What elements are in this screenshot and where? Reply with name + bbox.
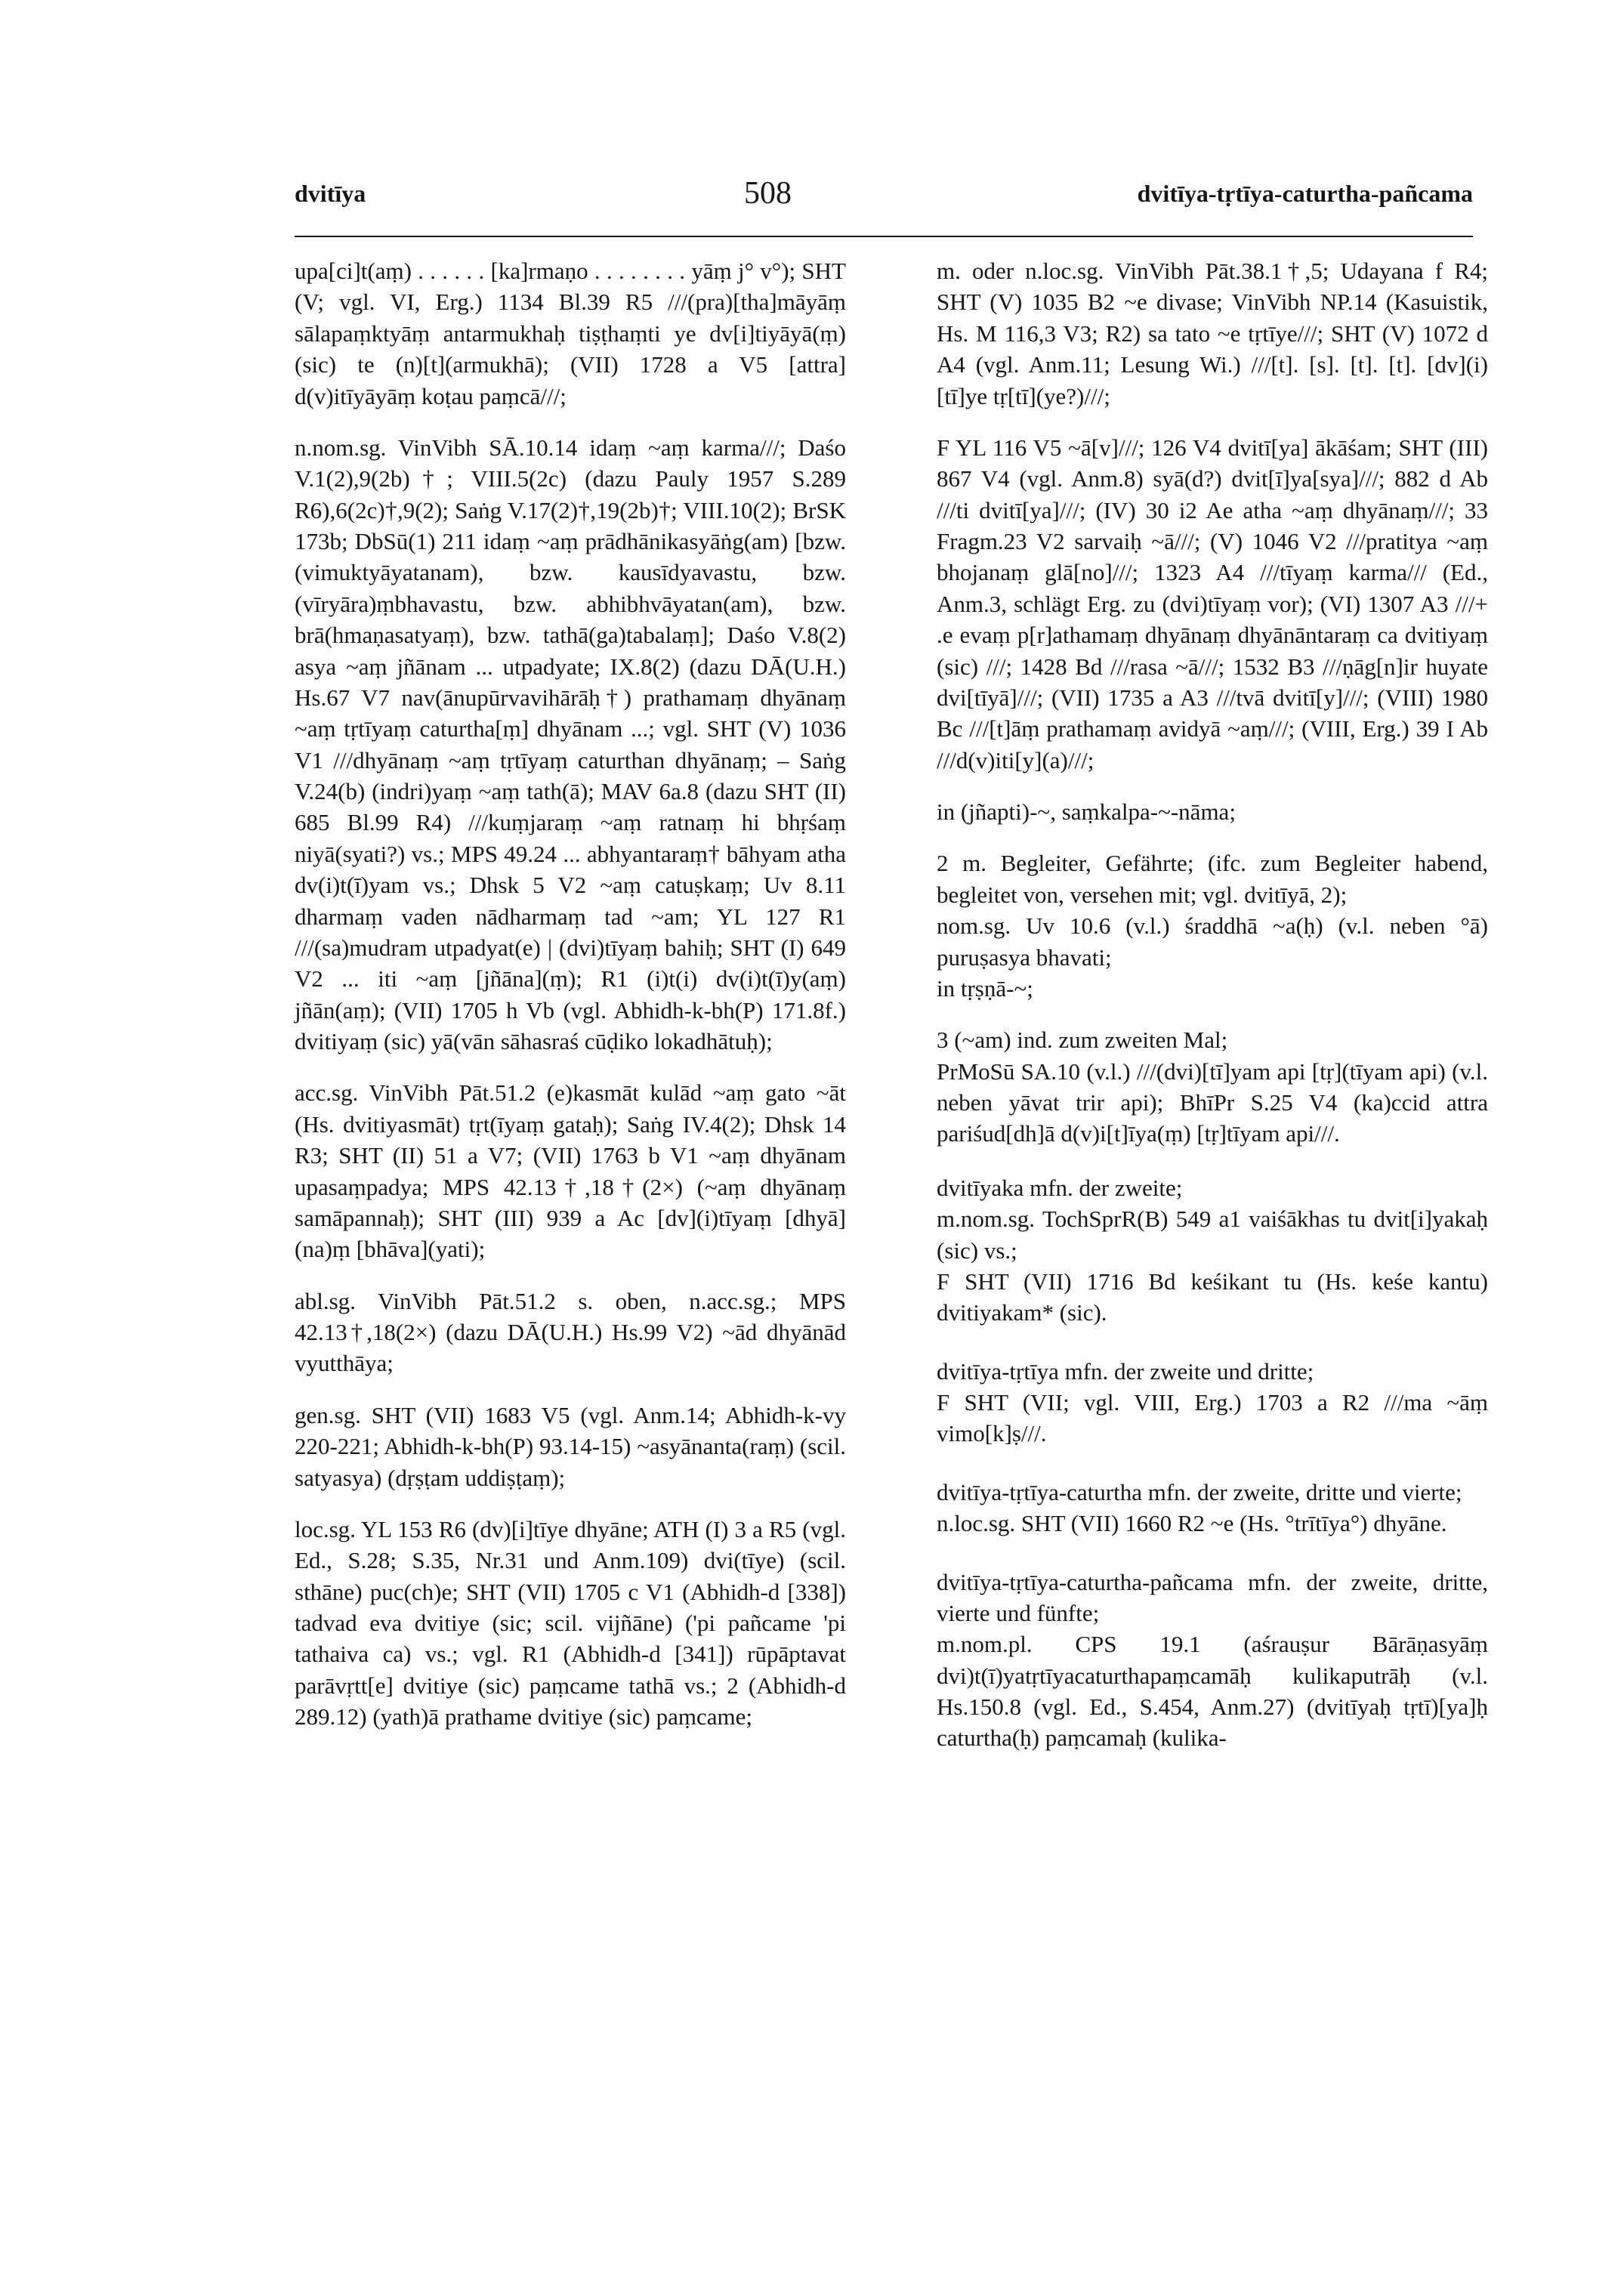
sense-2-definition: 2 m. Begleiter, Gefährte; (ifc. zum Begleiter habend, begleitet von, versehen mit; vgl. dvitīyā, 2); [937, 850, 1488, 908]
left-column [295, 255, 846, 1753]
dvitiya-trtiya-caturtha-loc-sg: n.loc.sg. SHT (VII) 1660 R2 ~e (Hs. °trītīya°) dhyāne. [937, 1510, 1447, 1537]
entry-compounds: in (jñapti)-~, saṃkalpa-~-nāma; [937, 798, 1236, 825]
entry-continuation: upa[ci]t(aṃ) . . . . . . [ka]rmaṇo . . . . . . . . yāṃ j° v°); SHT (V; vgl. VI, Erg.) 1134 Bl.39 R5 ///(pra)[tha]māyāṃ sālapaṃktyāṃ antarmukhaḥ tiṣṭhaṃti ye dv[i]tiyāyā(ṃ) (sic) te (n)[t](armukhā); (VII) 1728 a V5 [attra] d(v)itīyāyāṃ koṭau paṃcā///; [295, 258, 846, 409]
lemma-dvitiya-trtiya-caturtha: dvitīya-tṛtīya-caturtha mfn. der zweite, dritte und vierte; [937, 1478, 1462, 1505]
entry-nom-sg: n.nom.sg. VinVibh SĀ.10.14 idaṃ ~aṃ karma///; Daśo V.1(2),9(2b)†; VIII.5(2c) (dazu Pauly 1957 S.289 R6),6(2c)†,9(2); Saṅg V.17(2)†,19(2b)†; VIII.10(2); BrSK 173b; DbSū(1) 211 idaṃ ~aṃ prādhānikasyāṅg(am) [bzw. (vimuktyāyatanam), bzw. kausīdyavastu, bzw. (vīryāra)ṃbhavastu, bzw. abhibhvāyatan(am), bzw. brā(hmaṇasatyaṃ), bzw. tathā(ga)tabalaṃ]; Daśo V.8(2) asya ~aṃ jñānam ... utpadyate; IX.8(2) (dazu DĀ(U.H.) Hs.67 V7 nav(ānupūrvavihārāḥ†) prathamaṃ dhyānaṃ ~aṃ tṛtīyaṃ caturtha[ṃ] dhyānam ...; vgl. SHT (V) 1036 V1 ///dhyānaṃ ~aṃ tṛtīyaṃ caturthan dhyānaṃ; – Saṅg V.24(b) (indri)yaṃ ~aṃ tath(ā); MAV 6a.8 (dazu SHT (II) 685 Bl.99 R4) ///kuṃjaraṃ ~aṃ ratnaṃ hi bhṛśaṃ niyā(syati?) vs.; MPS 49.24 ... abhyantaraṃ† bāhyam atha dv(i)t(ī)yam vs.; Dhsk 5 V2 ~aṃ catuṣkaṃ; Uv 8.11 dharmaṃ vaden nādharmaṃ tad ~am; YL 127 R1 ///(sa)mudram utpadyat(e) | (dvi)tīyaṃ bahiḥ; SHT (I) 649 V2 ... iti ~aṃ [jñāna](ṃ); R1 (i)t(i) dv(i)t(ī)y(aṃ) jñān(aṃ); (VII) 1705 h Vb (vgl. Abhidh-k-bh(P) 171.8f.) dvitiyaṃ (sic) yā(vān sāhasraś cūḍiko lokadhātuḥ); [295, 434, 846, 1054]
running-header [295, 176, 1473, 225]
entry-gen-sg: gen.sg. SHT (VII) 1683 V5 (vgl. Anm.14; Abhidh-k-vy 220-221; Abhidh-k-bh(P) 93.14-15) ~asyānanta(raṃ) (scil. satyasya) (dṛṣṭam uddiṣṭaṃ); [295, 1401, 846, 1491]
dvitiya-trtiya-fragment: F SHT (VII; vgl. VIII, Erg.) 1703 a R2 ///ma ~āṃ vimo[k]ṣ///. [937, 1389, 1488, 1447]
entry-fragments: F YL 116 V5 ~ā[v]///; 126 V4 dvitī[ya] ākāśam; SHT (III) 867 V4 (vgl. Anm.8) syā(d?) dvit[ī]ya[sya]///; 882 d Ab ///ti dvitī[ya]///; (IV) 30 i2 Ae atha ~aṃ dhyānaṃ///; 33 Fragm.23 V2 sarvaiḥ ~ā///; (V) 1046 V2 ///pratitya ~aṃ bhojanaṃ glā[no]///; 1323 A4 ///tīyaṃ karma/// (Ed., Anm.3, schlägt Erg. zu (dvi)tīyaṃ vor); (VI) 1307 A3 ///+ .e evaṃ p[r]athamaṃ dhyānaṃ dhyānāntaraṃ ca dvitiyaṃ (sic) ///; 1428 Bd ///rasa ~ā///; 1532 B3 ///ṇāg[n]ir huyate dvi[tīyā]///; (VII) 1735 a A3 ///tvā dvitī[y]///; (VIII) 1980 Bc ///[t]āṃ prathamaṃ avidyā ~aṃ///; (VIII, Erg.) 39 I Ab ///d(v)iti[y](a)///; [937, 434, 1488, 773]
lemma-dvitiya-trtiya: dvitīya-tṛtīya mfn. der zweite und dritte; [937, 1357, 1314, 1385]
right-column [937, 255, 1488, 1754]
header-rule [295, 236, 1473, 237]
dvitiyaka-nom-sg: m.nom.sg. TochSprR(B) 549 a1 vaiśākhas tu dvit[i]yakaḥ (sic) vs.; [937, 1206, 1488, 1264]
sense-2-compounds: in tṛṣṇā-~; [937, 974, 1033, 1002]
lemma-dvitiyaka: dvitīyaka mfn. der zweite; [937, 1174, 1183, 1201]
sense-2-nom-sg: nom.sg. Uv 10.6 (v.l.) śraddhā ~a(ḥ) (v.l. neben °ā) puruṣasya bhavati; [937, 912, 1488, 971]
lemma-dvitiya-trtiya-caturtha-pancama: dvitīya-tṛtīya-caturtha-pañcama mfn. der zweite, dritte, vierte und fünfte; [937, 1568, 1488, 1626]
entry-loc-sg: loc.sg. YL 153 R6 (dv)[i]tīye dhyāne; ATH (I) 3 a R5 (vgl. Ed., S.28; S.35, Nr.31 und Anm.109) dvi(tīye) (scil. sthāne) puc(ch)e; SHT (VII) 1705 c V1 (Abhidh-d [338]) tadvad eva dvitiye (sic; scil. vijñāne) ('pi pañcame 'pi tathaiva ca) vs.; vgl. R1 (Abhidh-d [341]) rūpāptavat parāvṛtt[e] dvitiye (sic) paṃcame tathā vs.; 2 (Abhidh-d 289.12) (yath)ā prathame dvitiye (sic) paṃcame; [295, 1515, 846, 1731]
entry-acc-sg: acc.sg. VinVibh Pāt.51.2 (e)kasmāt kulād ~aṃ gato ~āt (Hs. dvitiyasmāt) tṛt(īyaṃ gataḥ); Saṅg IV.4(2); Dhsk 14 R3; SHT (II) 51 a V7; (VII) 1763 b V1 ~aṃ dhyānam upasaṃpadya; MPS 42.13†,18†(2×) (~aṃ dhyānaṃ samāpannaḥ); SHT (III) 939 a Ac [dv](i)tīyaṃ [dhyā](na)ṃ [bhāva](yati); [295, 1079, 846, 1263]
header-left-headword: dvitīya [295, 180, 366, 207]
header-right-headword: dvitīya-tṛtīya-caturtha-pañcama [1137, 180, 1473, 207]
dvitiyaka-fragment: F SHT (VII) 1716 Bd keśikant tu (Hs. keśe kantu) dvitiyakam* (sic). [937, 1267, 1488, 1326]
entry-m-n-loc-sg: m. oder n.loc.sg. VinVibh Pāt.38.1†,5; Udayana f R4; SHT (V) 1035 B2 ~e divase; VinVibh NP.14 (Kasuistik, Hs. M 116,3 V3; R2) sa tato ~e tṛtīye///; SHT (V) 1072 d A4 (vgl. Anm.11; Lesung Wi.) ///[t]. [s]. [t]. [t]. [dv](i)[tī]ye tṛ[tī](ye?)///; [937, 258, 1488, 409]
sense-3-definition: 3 (~am) ind. zum zweiten Mal; [937, 1027, 1228, 1054]
sense-3-citations: PrMoSū SA.10 (v.l.) ///(dvi)[tī]yam api [tṛ](tīyam api) (v.l. neben yāvat trir api); BhīPr S.25 V4 (ka)ccid attra pariśud[dh]ā d(v)i[t]īya(ṃ) [tṛ]tīyam api///. [937, 1057, 1488, 1147]
page-number: 508 [744, 176, 792, 211]
entry-abl-sg: abl.sg. VinVibh Pāt.51.2 s. oben, n.acc.sg.; MPS 42.13†,18(2×) (dazu DĀ(U.H.) Hs.99 V2) ~ād dhyānād vyutthāya; [295, 1287, 846, 1377]
dvitiya-trtiya-caturtha-pancama-nom-pl: m.nom.pl. CPS 19.1 (aśrauṣur Bārāṇasyāṃ dvi)t(ī)yatṛtīyacaturthapaṃcamāḥ kulikaputrāḥ (v.l. Hs.150.8 (vgl. Ed., S.454, Anm.27) (dvitīyaḥ tṛtī)[ya]ḥ caturtha(ḥ) paṃcamaḥ (kulika- [937, 1631, 1488, 1752]
